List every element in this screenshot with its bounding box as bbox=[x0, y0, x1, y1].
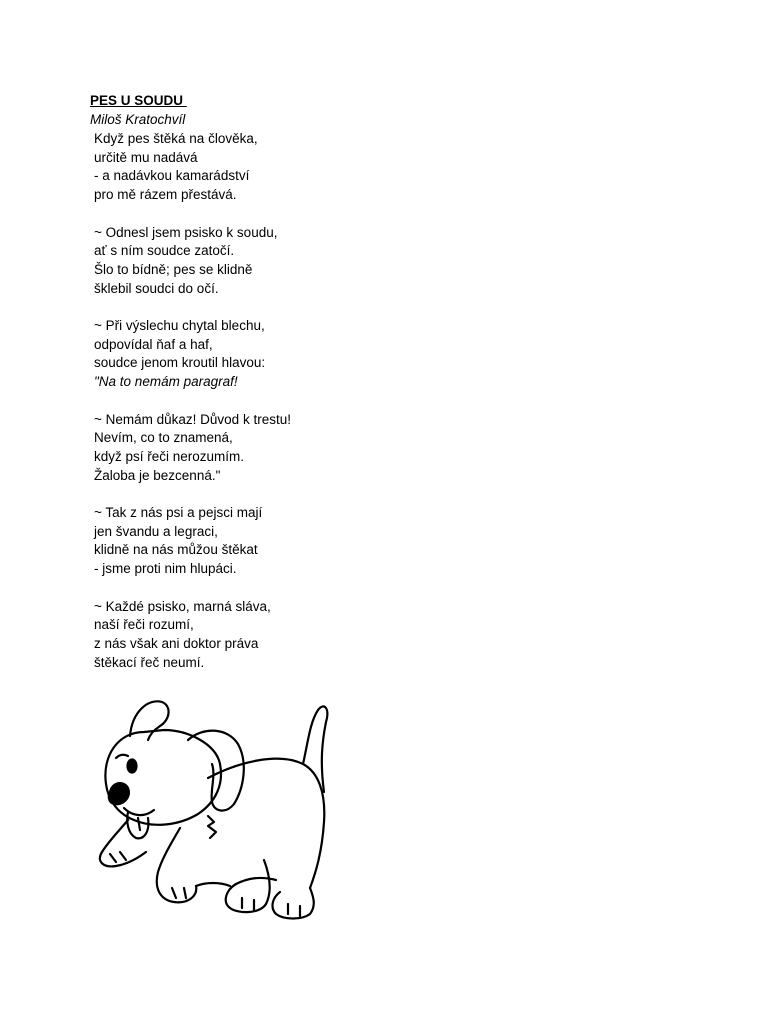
stanza-6 bbox=[94, 598, 291, 673]
poem-line: ~ Každé psisko, marná sláva, bbox=[94, 598, 271, 614]
poem-line: štěkací řeč neumí. bbox=[94, 654, 205, 670]
poem-line: klidně na nás můžou štěkat bbox=[94, 542, 258, 558]
stanza-5 bbox=[94, 504, 291, 579]
poem-line: ~ Odnesl jsem psisko k soudu, bbox=[94, 224, 278, 240]
stanza-4 bbox=[94, 411, 291, 486]
poem-line: Žaloba je bezcenná." bbox=[94, 467, 221, 483]
poem-line: jen švandu a legraci, bbox=[94, 523, 218, 539]
poem-author: Miloš Kratochvíl bbox=[90, 112, 186, 127]
poem-line: šklebil soudci do očí. bbox=[94, 280, 219, 296]
poem-title: PES U SOUDU bbox=[90, 93, 187, 108]
stanza-1 bbox=[94, 130, 291, 205]
poem-line: ~ Tak z nás psi a pejsci mají bbox=[94, 505, 263, 520]
poem-line-italic: "Na to nemám paragraf! bbox=[94, 374, 238, 390]
poem-line: Šlo to bídně; pes se klidně bbox=[94, 261, 253, 277]
stanza-3 bbox=[94, 317, 291, 392]
poem-line: soudce jenom kroutil hlavou: bbox=[94, 355, 266, 371]
poem-line: odpovídal ňaf a haf, bbox=[94, 336, 213, 352]
stanza-2 bbox=[94, 224, 291, 299]
poem-line: - jsme proti nim hlupáci. bbox=[94, 561, 237, 577]
poem-line: - a nadávkou kamarádství bbox=[94, 168, 250, 184]
poem-line: ať s ním soudce zatočí. bbox=[94, 243, 235, 259]
poem-line: naší řeči rozumí, bbox=[94, 617, 194, 633]
poem-line: určitě mu nadává bbox=[94, 149, 198, 165]
poem-line: když psí řeči nerozumím. bbox=[94, 448, 245, 464]
poem-line: ~ Nemám důkaz! Důvod k trestu! bbox=[94, 411, 291, 427]
cartoon-puppy-icon bbox=[88, 692, 333, 924]
poem-line: ~ Při výslechu chytal blechu, bbox=[94, 318, 265, 333]
poem-line: Když pes štěká na člověka, bbox=[94, 131, 258, 146]
poem-line: z nás však ani doktor práva bbox=[94, 635, 259, 651]
poem-body bbox=[94, 130, 291, 691]
poem-line: pro mě rázem přestává. bbox=[94, 187, 237, 203]
poem-line: Nevím, co to znamená, bbox=[94, 430, 233, 446]
